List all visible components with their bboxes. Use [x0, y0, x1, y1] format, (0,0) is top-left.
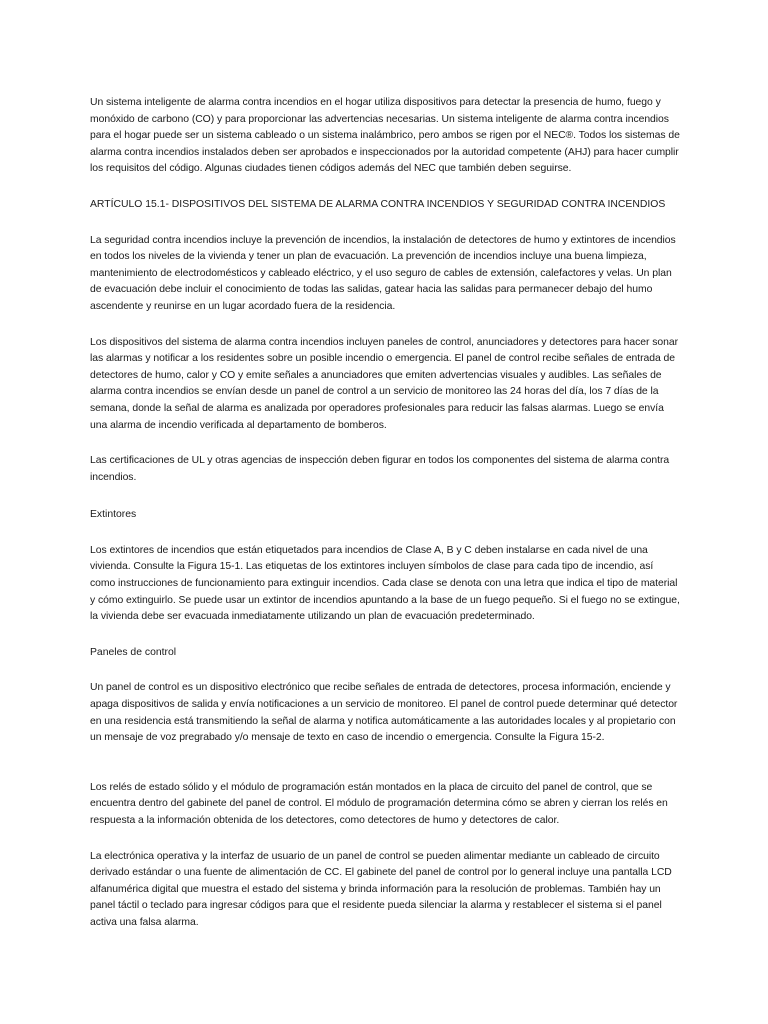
certifications-paragraph: Las certificaciones de UL y otras agencias de inspección deben figurar en todos los componentes del sistema de alarma contra incendios.	[90, 455, 670, 483]
alarm-devices-paragraph: Los dispositivos del sistema de alarma contra incendios incluyen paneles de control, anunciadores y detectores para hacer sonar las alarmas y notificar a los residentes sobre un posible incendio o emergencia. El panel de control recibe señales de entrada de detectores de humo, calor y CO y emite señales a anunciadores que emiten advertencias visuales y audibles. Las señales de alarma contra incendios se envían desde un panel de control a un servicio de monitoreo las 24 horas del día, los 7 días de la semana, donde la señal de alarma es analizada por operadores profesionales para reducir las falsas alarmas. Luego se envía una alarma de incendio verificada al departamento de bomberos.	[90, 336, 678, 431]
article-heading: ARTÍCULO 15.1- DISPOSITIVOS DEL SISTEMA DE ALARMA CONTRA INCENDIOS Y SEGURIDAD CONTRA INCENDIOS	[90, 198, 666, 210]
intro-paragraph: Un sistema inteligente de alarma contra incendios en el hogar utiliza dispositivos para detectar la presencia de humo, fuego y monóxido de carbono (CO) y para proporcionar las advertencias necesarias. Un sistema inteligente de alarma contra incendios para el hogar puede ser un sistema cableado o un sistema inalámbrico, pero ambos se rigen por el NEC®. Todos los sistemas de alarma contra incendios instalados deben ser aprobados e inspeccionados por la autoridad competente (AHJ) para hacer cumplir los requisitos del código. Algunas ciudades tienen códigos además del NEC que también deben seguirse.	[90, 97, 680, 175]
relays-paragraph: Los relés de estado sólido y el módulo de programación están montados en la placa de circuito del panel de control, que se encuentra dentro del gabinete del panel de control. El módulo de programación determina cómo se abren y cierran los relés en respuesta a la información obtenida de los detectores, como detectores de humo y detectores de calor.	[90, 781, 668, 826]
paneles-heading: Paneles de control	[90, 646, 177, 658]
extintores-heading: Extintores	[90, 509, 137, 521]
fire-safety-paragraph: La seguridad contra incendios incluye la prevención de incendios, la instalación de detectores de humo y extintores de incendios en todos los niveles de la vivienda y tener un plan de evacuación. La prevención de incendios incluye una buena limpieza, mantenimiento de electrodomésticos y cableado eléctrico, y el uso seguro de cables de extensión, calefactores y velas. Un plan de evacuación debe incluir el conocimiento de todas las salidas, gatear hacia las salidas para permanecer debajo del humo ascendente y reunirse en un lugar acordado fuera de la residencia.	[90, 234, 676, 312]
document-body	[90, 95, 680, 932]
panel-electronics-paragraph: La electrónica operativa y la interfaz de usuario de un panel de control se pueden alimentar mediante un cableado de circuito derivado estándar o una fuente de alimentación de CC. El gabinete del panel de control por lo general incluye una pantalla LCD alfanumérica digital que muestra el estado del sistema y brinda información para la resolución de problemas. También hay un panel táctil o teclado para ingresar códigos para que el residente pueda silenciar la alarma y restablecer el sistema si el panel activa una falsa alarma.	[90, 850, 672, 928]
control-panel-paragraph: Un panel de control es un dispositivo electrónico que recibe señales de entrada de detectores, procesa información, enciende y apaga dispositivos de salida y envía notificaciones a un servicio de monitoreo. El panel de control puede determinar qué detector en una residencia está transmitiendo la señal de alarma y notifica automáticamente a las autoridades locales y al propietario con un mensaje de voz pregrabado y/o mensaje de texto en caso de incendio o emergencia. Consulte la Figura 15-2.	[90, 682, 678, 744]
extintores-paragraph: Los extintores de incendios que están etiquetados para incendios de Clase A, B y C deben instalarse en cada nivel de una vivienda. Consulte la Figura 15-1. Las etiquetas de los extintores incluyen símbolos de clase para cada tipo de incendio, así como instrucciones de funcionamiento para extinguir incendios. Cada clase se denota con una letra que indica el tipo de material y cómo extinguirlo. Se puede usar un extintor de incendios apuntando a la base de un fuego pequeño. Si el fuego no se extingue, la vivienda debe ser evacuada inmediatamente utilizando un plan de evacuación predeterminado.	[90, 544, 680, 623]
